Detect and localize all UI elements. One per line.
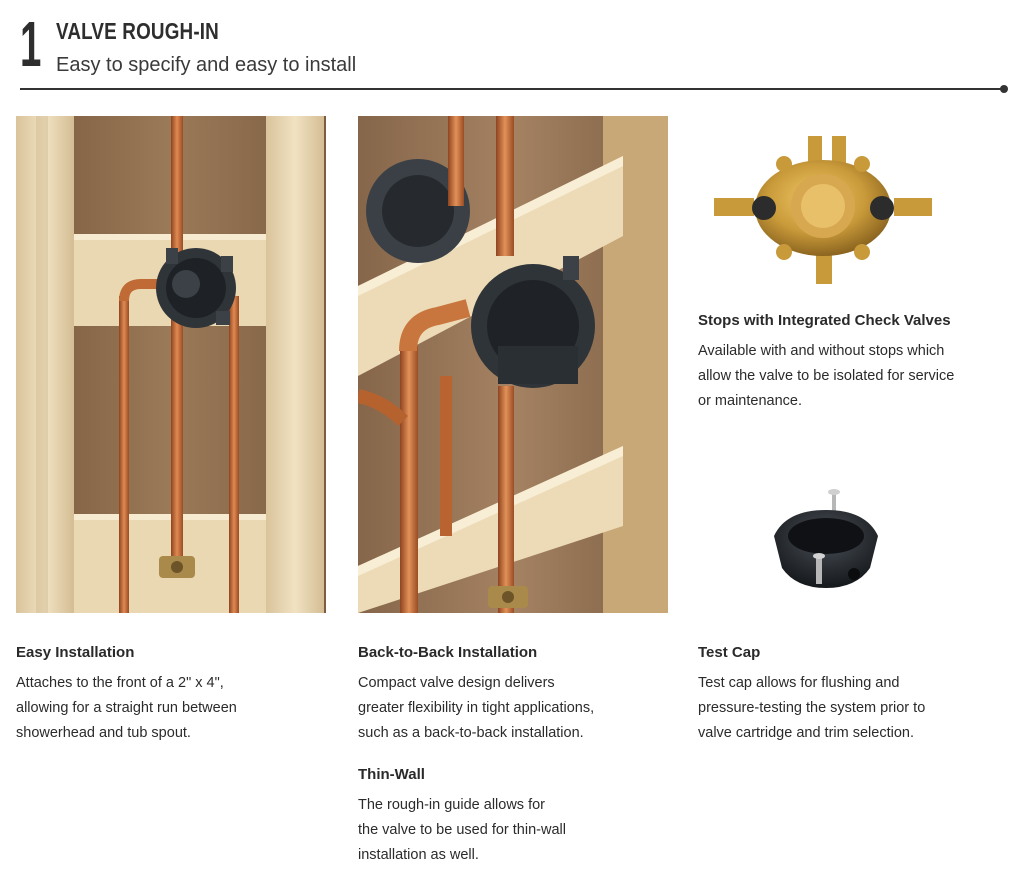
header-divider	[20, 88, 1002, 90]
test-cap-line-3: valve cartridge and trim selection.	[698, 725, 914, 741]
stops-line-3: or maintenance.	[698, 393, 802, 409]
test-cap-line-2: pressure-testing the system prior to	[698, 700, 926, 716]
stops-heading: Stops with Integrated Check Valves	[698, 312, 951, 329]
page-subtitle: Easy to specify and easy to install	[56, 54, 357, 76]
thin-wall-line-1: The rough-in guide allows for	[358, 797, 545, 813]
easy-installation-photo	[16, 116, 326, 613]
divider-end-dot	[1000, 85, 1008, 93]
page-title: VALVE ROUGH-IN	[56, 18, 219, 44]
back-to-back-photo	[358, 116, 668, 613]
stops-section	[698, 312, 1018, 414]
valve-body-image	[712, 136, 934, 286]
easy-installation-line-1: Attaches to the front of a 2" x 4",	[16, 675, 224, 691]
back-to-back-line-1: Compact valve design delivers	[358, 675, 555, 691]
back-to-back-line-3: such as a back-to-back installation.	[358, 725, 584, 741]
back-to-back-heading: Back-to-Back Installation	[358, 644, 538, 661]
thin-wall-section	[358, 766, 678, 868]
stops-line-1: Available with and without stops which	[698, 343, 945, 359]
thin-wall-heading: Thin-Wall	[358, 766, 425, 783]
easy-installation-line-2: allowing for a straight run between	[16, 700, 237, 716]
easy-installation-heading: Easy Installation	[16, 644, 135, 661]
test-cap-heading: Test Cap	[698, 644, 761, 661]
page-header	[20, 8, 1010, 94]
easy-installation-section	[16, 644, 336, 746]
thin-wall-line-3: installation as well.	[358, 847, 479, 863]
step-number: 1	[20, 8, 42, 80]
test-cap-line-1: Test cap allows for flushing and	[698, 675, 900, 691]
test-cap-section	[698, 644, 1018, 746]
back-to-back-section	[358, 644, 678, 746]
easy-installation-line-3: showerhead and tub spout.	[16, 725, 191, 741]
stops-line-2: allow the valve to be isolated for service	[698, 368, 955, 384]
back-to-back-line-2: greater flexibility in tight applications,	[358, 700, 595, 716]
thin-wall-line-2: the valve to be used for thin-wall	[358, 822, 566, 838]
test-cap-image	[766, 488, 886, 600]
